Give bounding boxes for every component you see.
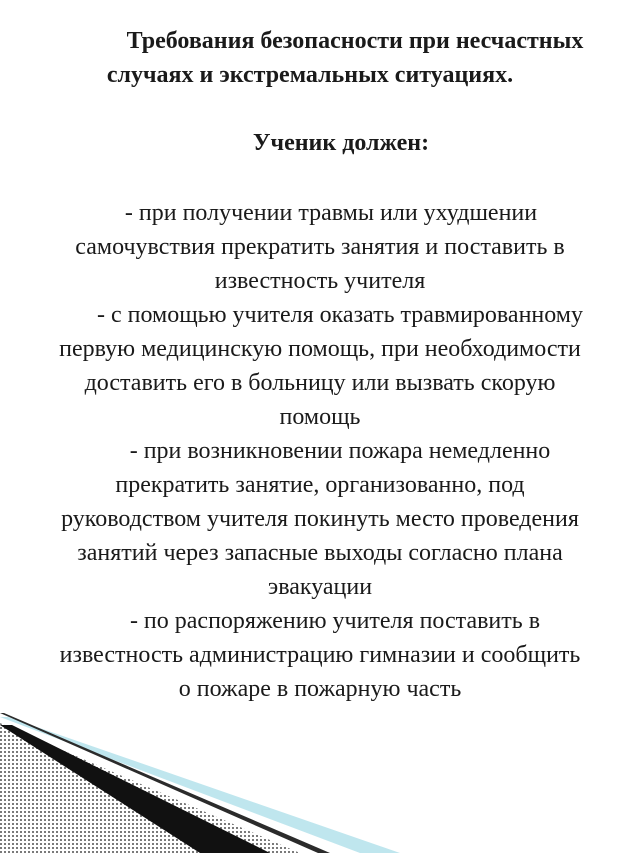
text-line: эвакуации	[267, 574, 373, 600]
text-line: занятий через запасные выходы согласно плана	[77, 540, 563, 566]
text-line: известность учителя	[214, 268, 426, 294]
instructions-text	[0, 196, 640, 706]
text-line: самочувствия прекратить занятия и поставить в	[75, 234, 565, 260]
text-line: помощь	[279, 404, 361, 430]
slide-subtitle: Ученик должен:	[252, 130, 430, 156]
text-line: известность администрацию гимназии и сообщить	[59, 642, 581, 668]
text-line: - с помощью учителя оказать травмированному	[96, 302, 583, 328]
text-line: - по распоряжению учителя поставить в	[129, 608, 541, 634]
title-line: Требования безопасности при несчастных	[126, 28, 584, 54]
text-line: прекратить занятие, организованно, под	[115, 472, 525, 498]
text-line: о пожаре в пожарную часть	[178, 676, 462, 702]
title-line: случаях и экстремальных ситуациях.	[106, 62, 514, 88]
text-line: - при получении травмы или ухудшении	[124, 200, 538, 226]
text-line: доставить его в больницу или вызвать скорую	[84, 370, 556, 396]
corner-decoration	[0, 703, 420, 853]
text-line: - при возникновении пожара немедленно	[129, 438, 551, 464]
text-line: руководством учителя покинуть место проведения	[61, 506, 579, 532]
slide-title	[40, 24, 640, 92]
text-line: первую медицинскую помощь, при необходимости	[59, 336, 581, 362]
